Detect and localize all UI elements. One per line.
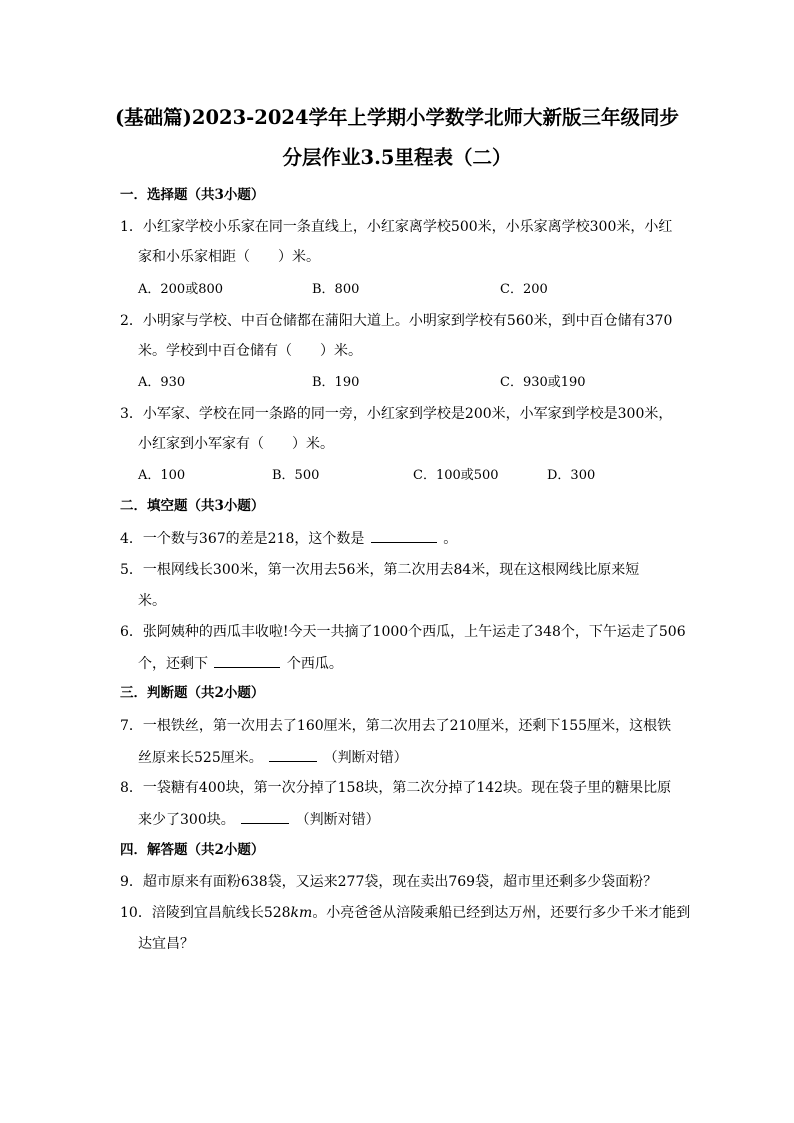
q7-text: 丝原来长525厘米。 [138, 750, 263, 766]
q4-text: 4．一个数与367的差是218，这个数是 [120, 531, 365, 547]
q3-option-d[interactable]: D．300 [547, 468, 596, 483]
section-solve: 四．解答题（共2小题） [120, 842, 265, 858]
q2-line-1: 2．小明家与学校、中百仓储都在蒲阳大道上。小明家到学校有560米，到中百仓储有370 [120, 313, 673, 329]
q1-line-2: 家和小乐家相距（ ）米。 [138, 249, 320, 265]
q8-line-1: 8．一袋糖有400块，第一次分掉了158块，第二次分掉了142块。现在袋子里的糖果比原 [120, 780, 672, 796]
q7-answer-blank[interactable] [269, 747, 317, 762]
q5-line-2: 米。 [138, 593, 166, 609]
q3-option-b[interactable]: B．500 [272, 468, 320, 483]
q1-option-b[interactable]: B．800 [312, 282, 360, 297]
title-line-2: 分层作业3.5里程表（二） [282, 146, 512, 169]
q2-option-c[interactable]: C．930或190 [500, 375, 586, 390]
q10-line-2: 达宜昌？ [138, 936, 194, 952]
q6-text: 个，还剩下 [138, 656, 208, 672]
q10-unit: km [290, 905, 313, 921]
q8-answer-blank[interactable] [241, 809, 289, 824]
q3-line-2: 小红家到小军家有（ ）米。 [138, 436, 334, 452]
q3-line-1: 3．小军家、学校在同一条路的同一旁，小红家到学校是200米，小军家到学校是300米， [120, 406, 673, 422]
q6-text-end: 个西瓜。 [286, 656, 343, 672]
q10-text: 10．涪陵到宜昌航线长528 [120, 905, 291, 921]
q2-option-a[interactable]: A．930 [138, 375, 186, 390]
title-line-1: (基础篇)2023-2024学年上学期小学数学北师大新版三年级同步 [114, 106, 680, 129]
q1-option-a[interactable]: A．200或800 [138, 282, 224, 297]
q2-line-2: 米。学校到中百仓储有（ ）米。 [138, 343, 362, 359]
q1-option-c[interactable]: C．200 [500, 282, 548, 297]
q7-line-2 [138, 747, 408, 768]
q4-line-1 [120, 528, 457, 549]
q3-option-a[interactable]: A．100 [138, 468, 186, 483]
q4-text-end: 。 [443, 531, 458, 547]
q6-line-2 [138, 653, 343, 674]
q7-line-1: 7．一根铁丝，第一次用去了160厘米，第二次用去了210厘米，还剩下155厘米，这根铁 [120, 718, 672, 734]
q10-line-1 [120, 903, 690, 923]
section-fill-blank: 二．填空题（共3小题） [120, 498, 265, 514]
q8-line-2 [138, 809, 380, 830]
q6-answer-blank[interactable] [214, 653, 280, 668]
q3-option-c[interactable]: C．100或500 [413, 468, 499, 483]
section-choice: 一．选择题（共3小题） [120, 187, 265, 203]
q8-judge-label: （判断对错） [295, 812, 380, 828]
section-true-false: 三．判断题（共2小题） [120, 685, 265, 701]
q8-text: 来少了300块。 [138, 812, 235, 828]
q9-line-1: 9．超市原来有面粉638袋，又运来277袋，现在卖出769袋，超市里还剩多少袋面粉？ [120, 874, 658, 890]
q1-line-1: 1．小红家学校小乐家在同一条直线上，小红家离学校500米，小乐家离学校300米，小红 [120, 219, 673, 235]
q5-line-1: 5．一根网线长300米，第一次用去56米，第二次用去84米，现在这根网线比原来短 [120, 562, 640, 578]
q10-text-cont: 。小亮爸爸从涪陵乘船已经到达万州，还要行多少千米才能到 [312, 905, 691, 921]
q4-answer-blank[interactable] [371, 528, 437, 543]
q6-line-1: 6．张阿姨种的西瓜丰收啦!今天一共摘了1000个西瓜，上午运走了348个，下午运走了506 [120, 624, 686, 640]
q7-judge-label: （判断对错） [323, 750, 408, 766]
q2-option-b[interactable]: B．190 [312, 375, 360, 390]
